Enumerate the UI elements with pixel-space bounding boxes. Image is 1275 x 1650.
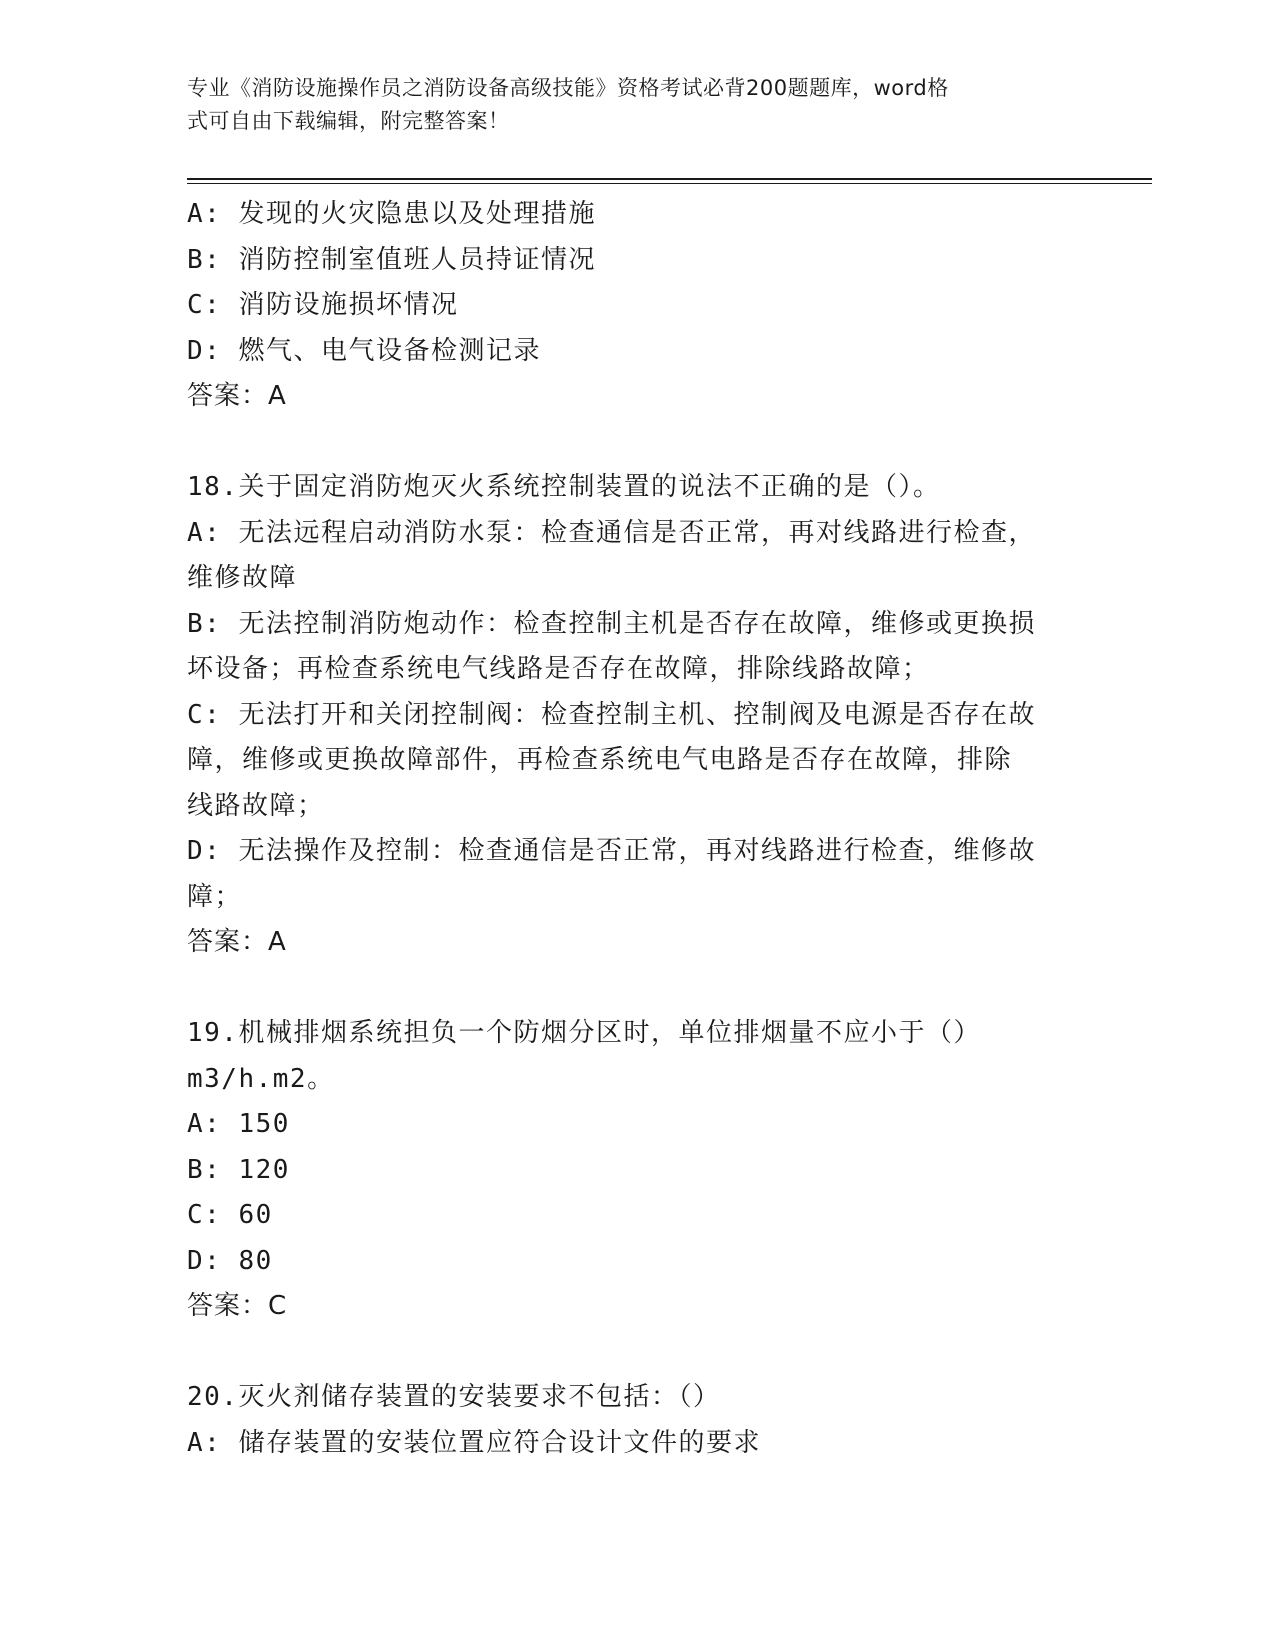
q17-option-b: B: 消防控制室值班人员持证情况 [187, 244, 596, 275]
question-17 [187, 192, 1087, 420]
q19-answer: 答案：C [187, 1291, 288, 1321]
q18-option-b-line2: 坏设备；再检查系统电气线路是否存在故障，排除线路故障； [187, 654, 930, 684]
q19-option-c: C: 60 [187, 1200, 273, 1230]
q19-option-b: B: 120 [187, 1154, 290, 1185]
q18-option-d-line1: D: 无法操作及控制：检查通信是否正常，再对线路进行检查，维修故 [187, 836, 1036, 866]
question-19 [187, 1011, 1087, 1330]
header-line-1: 专业《消防设施操作员之消防设备高级技能》资格考试必背200题题库，word格 [187, 76, 949, 100]
q18-option-d-line2: 障； [187, 881, 243, 912]
spacer [187, 966, 1087, 1012]
q18-option-c-line1: C: 无法打开和关闭控制阀：检查控制主机、控制阀及电源是否存在故 [187, 699, 1036, 730]
q19-stem-line2: m3/h.m2。 [187, 1063, 335, 1094]
question-body [187, 192, 1087, 1466]
q18-option-b-line1: B: 无法控制消防炮动作：检查控制主机是否存在故障，维修或更换损 [187, 608, 1036, 639]
q18-option-c-line2: 障，维修或更换故障部件，再检查系统电气电路是否存在故障，排除 [187, 745, 1013, 775]
q20-stem: 20.灭火剂储存装置的安装要求不包括：（） [187, 1382, 721, 1412]
q19-stem-line1: 19.机械排烟系统担负一个防烟分区时，单位排烟量不应小于（） [187, 1018, 981, 1048]
spacer [187, 1330, 1087, 1376]
header-line-2: 式可自由下载编辑，附完整答案！ [187, 109, 510, 133]
q18-option-c-line3: 线路故障； [187, 790, 325, 821]
document-header [187, 72, 1067, 138]
q17-option-c: C: 消防设施损坏情况 [187, 290, 459, 320]
q19-option-d: D: 80 [187, 1245, 273, 1276]
question-20 [187, 1375, 1087, 1466]
spacer [187, 420, 1087, 466]
question-18 [187, 465, 1087, 966]
q17-answer: 答案：A [187, 381, 287, 411]
header-rule-thin [187, 183, 1152, 184]
q18-option-a-line2: 维修故障 [187, 563, 298, 593]
q17-option-a: A: 发现的火灾隐患以及处理措施 [187, 199, 596, 229]
q20-option-a: A: 储存装置的安装位置应符合设计文件的要求 [187, 1427, 761, 1458]
q18-stem: 18.关于固定消防炮灭火系统控制装置的说法不正确的是（）。 [187, 472, 941, 502]
header-rule-thick [187, 178, 1152, 180]
q19-option-a: A: 150 [187, 1109, 290, 1139]
q18-answer: 答案：A [187, 927, 287, 957]
q18-option-a-line1: A: 无法远程启动消防水泵：检查通信是否正常，再对线路进行检查， [187, 517, 1036, 548]
q17-option-d: D: 燃气、电气设备检测记录 [187, 335, 541, 366]
